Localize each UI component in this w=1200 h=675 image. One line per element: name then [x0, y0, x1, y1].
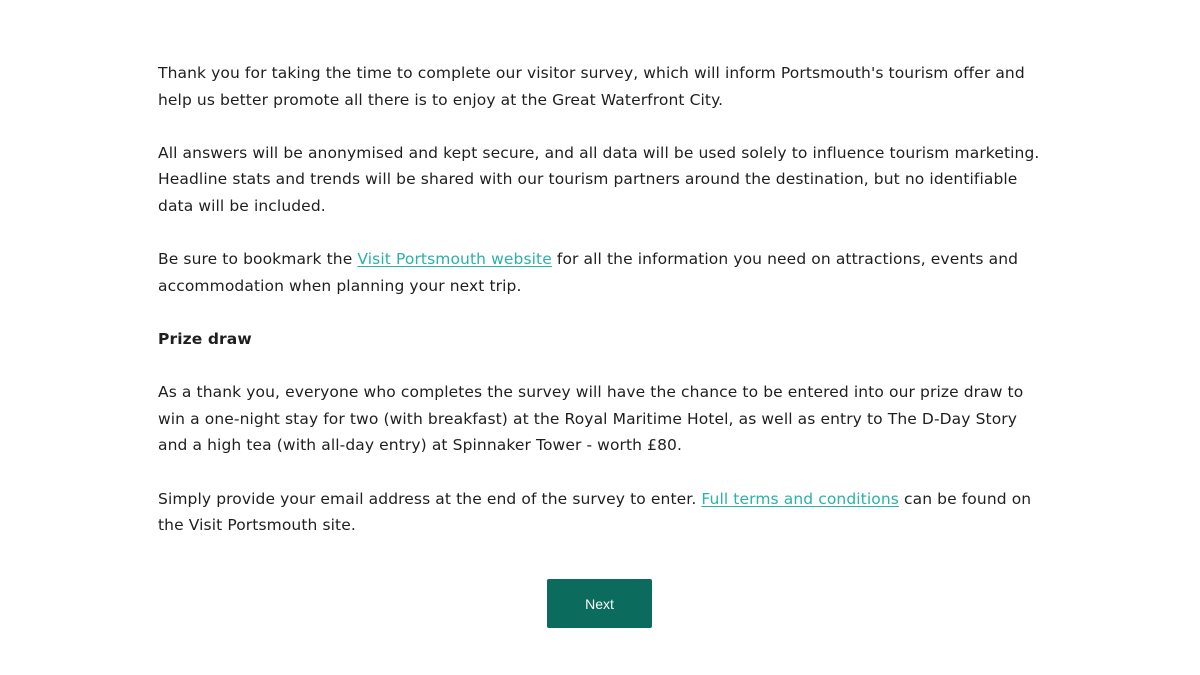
visit-portsmouth-website-link[interactable]: Visit Portsmouth website — [357, 250, 552, 269]
prize-draw-heading: Prize draw — [158, 329, 252, 348]
bookmark-text-before: Be sure to bookmark the — [158, 250, 358, 269]
terms-and-conditions-link[interactable]: Full terms and conditions — [701, 489, 899, 508]
terms-text-before: Simply provide your email address at the end of the survey to enter. — [158, 489, 702, 508]
intro-paragraph-thanks: Thank you for taking the time to complete our visitor survey, which will inform Portsmouth's tourism offer and help us better promote all there is to enjoy at the Great Waterfront City. — [158, 64, 1025, 109]
next-button[interactable]: Next — [547, 579, 652, 628]
survey-intro-content — [158, 60, 1048, 565]
intro-paragraph-privacy: All answers will be anonymised and kept secure, and all data will be used solely to influence tourism marketing. Headline stats and trends will be shared with our tourism partners around the destination, but no identifiable data will be included. — [158, 143, 1040, 215]
terms-text-after: can be found on the Visit Portsmouth site. — [158, 489, 1032, 535]
prize-paragraph-description: As a thank you, everyone who completes the survey will have the chance to be entered into our prize draw to win a one-night stay for two (with breakfast) at the Royal Maritime Hotel, as well as entry to The D-Day Story and a high tea (with all-day entry) at Spinnaker Tower - worth £80. — [158, 383, 1024, 455]
prize-paragraph-terms — [158, 486, 1048, 539]
bookmark-text-after: for all the information you need on attractions, events and accommodation when planning your next trip. — [158, 250, 1019, 295]
intro-paragraph-bookmark — [158, 246, 1048, 299]
